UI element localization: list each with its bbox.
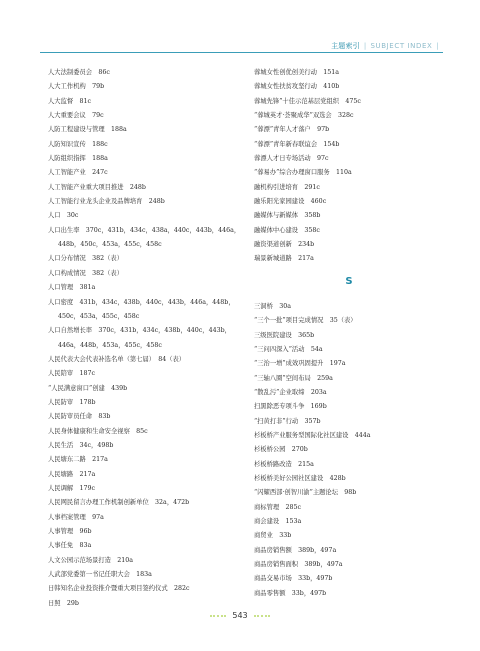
- left-index-column: [48, 66, 241, 611]
- index-entry: “三轴八圈”空间布局 259a: [254, 374, 333, 382]
- index-entry: 杉板桥公园 270b: [254, 446, 308, 454]
- index-entry: 人事管理 96b: [48, 528, 92, 535]
- index-entry: 杉板桥路改造 215a: [254, 460, 314, 468]
- header-separator: |: [363, 42, 367, 50]
- index-entry: “蓉漂”青年新春联谊会 154b: [254, 140, 340, 148]
- section-letter: S: [345, 275, 353, 287]
- index-entry: 人文公园示范场景打造 210a: [48, 556, 134, 564]
- page-footer: [0, 611, 480, 620]
- index-entry: 商品零售额 33b，497b: [254, 589, 327, 597]
- index-entry: “散乱污”企业取缔 203a: [254, 388, 327, 396]
- index-entry: 商品交易市场 33b，497b: [254, 575, 333, 583]
- index-entry: 三洞桥 30a: [254, 302, 291, 310]
- index-entry: “人民满意窗口”创建 439b: [48, 384, 128, 392]
- footer-ornament-left: [210, 615, 226, 617]
- index-entry: 人大工作机构 79b: [48, 83, 105, 91]
- index-entry: 人口出生率 370c，431b，434c，438a，440c，443b，446a，: [48, 226, 241, 234]
- index-entry: 人大法制委员会 86c: [48, 69, 110, 76]
- index-entry: 融乐阳光家园建设 460c: [254, 198, 327, 206]
- index-entry: 人口构成情况 382（表）: [48, 269, 123, 277]
- index-entry: 蓉漂人才日专场活动 97c: [254, 155, 329, 163]
- index-entry: 人民调解 179c: [48, 484, 96, 492]
- index-entry: 蓉城先锋”十佳示范基层党组织 475c: [254, 97, 361, 105]
- index-entry: “扫黄打非”行动 357b: [254, 417, 321, 425]
- index-entry: 三级医院建设 365b: [254, 331, 315, 339]
- index-entry: 商贸业 33b: [254, 532, 292, 540]
- index-entry: “三个一批”项目完成情况 35（表）: [254, 317, 357, 325]
- index-entry: 日韩知名企业投资推介暨重大项目签约仪式 282c: [48, 585, 190, 593]
- index-entry: “蓉漂”青年人才落户 97b: [254, 126, 330, 134]
- index-entry: 人民陪审 187c: [48, 370, 96, 378]
- index-entry: 人口 30c: [48, 212, 79, 220]
- index-entry: 人事档案管理 97a: [48, 513, 104, 521]
- index-entry: 人工智能产业重大项目推进 248b: [48, 183, 146, 191]
- running-header: [331, 41, 443, 51]
- index-entry: 人民网民留言办理工作机制创新单位 32a，472b: [48, 499, 190, 507]
- page-number: 543: [232, 611, 248, 620]
- index-entry: 人事任免 83a: [48, 542, 92, 550]
- index-entry: 人民防审 178b: [48, 398, 96, 406]
- header-rule: [40, 52, 443, 53]
- index-entry: 人工智能产业 247c: [48, 169, 108, 177]
- section-gap: [254, 293, 444, 300]
- index-entry-continuation: 450c，453a，455c，458c: [58, 312, 140, 320]
- index-entry: 日照 29b: [48, 599, 79, 607]
- index-entry: “蓉城英才·荟聚成华”双选会 328c: [254, 112, 354, 120]
- index-entry: “三问四深入”活动 54a: [254, 345, 323, 353]
- index-entry: 融媒体与新媒体 358b: [254, 212, 321, 220]
- index-entry: 人防工程建设与管理 188a: [48, 126, 127, 134]
- index-entry: 人大重要会议 79c: [48, 112, 104, 120]
- index-entry: “三治一增”成效巩固提升 197a: [254, 360, 346, 368]
- index-entry: 人民生活 34c，498b: [48, 441, 114, 449]
- index-entry: 杉板桥美好公园社区建设 428b: [254, 474, 346, 482]
- header-end-bar: |: [436, 42, 439, 50]
- index-entry: 人口管理 381a: [48, 284, 96, 292]
- index-entry: 人民身体健康和生命安全视察 85c: [48, 427, 148, 435]
- index-entry: 蓉城女性扶贫攻坚行动 410b: [254, 83, 340, 91]
- index-entry: 商品房销售额 389b，497a: [254, 546, 337, 554]
- index-entry: 扫黑除恶专项斗争 169b: [254, 403, 327, 411]
- index-entry: 人口密度 431b，434c，438b，440c，443b，446a，448b，: [48, 298, 235, 306]
- index-entry: 杉板桥产业服务型国际化社区建设 444a: [254, 431, 371, 439]
- index-entry: 商标管理 285c: [254, 503, 302, 511]
- index-entry: 融媒体中心建设 358c: [254, 226, 320, 234]
- footer-ornament-right: [254, 615, 270, 617]
- index-entry: 人武部党委第一书记任职大会 183a: [48, 571, 152, 579]
- index-entry: 人民塘路 217a: [48, 470, 96, 478]
- index-entry: 人口分布情况 382（表）: [48, 255, 123, 263]
- index-entry: 人民塘东二路 217a: [48, 456, 108, 464]
- index-entry: 人口自然增长率 370c，431b，434c，438b，440c，443b，: [48, 327, 231, 335]
- index-entry: 融机构引进培育 291c: [254, 183, 320, 191]
- index-entry: “闪耀西部·创智川渝”主题论坛 98b: [254, 489, 357, 497]
- index-entry: 融资渠道创新 234b: [254, 241, 315, 249]
- index-entry: 人工智能行业龙头企业及品牌培育 248b: [48, 198, 165, 206]
- index-entry: 人防组织指挥 188a: [48, 155, 108, 163]
- index-entry: 商会建设 153a: [254, 517, 302, 525]
- index-entry-continuation: 446a，448b，453a，455c，458c: [58, 341, 162, 349]
- index-entry: 商品房销售面积 389b，497a: [254, 561, 343, 568]
- index-entry: 蓉城女性创优创美行动 151a: [254, 69, 340, 76]
- index-entry: 人大监督 81c: [48, 97, 92, 105]
- index-entry: 瑞景新城道路 217a: [254, 255, 314, 263]
- index-entry: 人民代表大会代表补选名单（第七届） 84（表）: [48, 355, 186, 363]
- header-title-cn: 主题索引: [331, 42, 360, 50]
- header-title-en: SUBJECT INDEX: [370, 42, 433, 50]
- index-entry: 人民防审员任命 83b: [48, 413, 111, 421]
- right-index-column: [254, 66, 444, 601]
- index-entry: “蓉易办”综合办理窗口服务 110a: [254, 169, 352, 177]
- index-entry: 人防知识宣传 188c: [48, 140, 108, 148]
- index-entry-continuation: 448b，450c，453a，455c，458c: [58, 241, 162, 249]
